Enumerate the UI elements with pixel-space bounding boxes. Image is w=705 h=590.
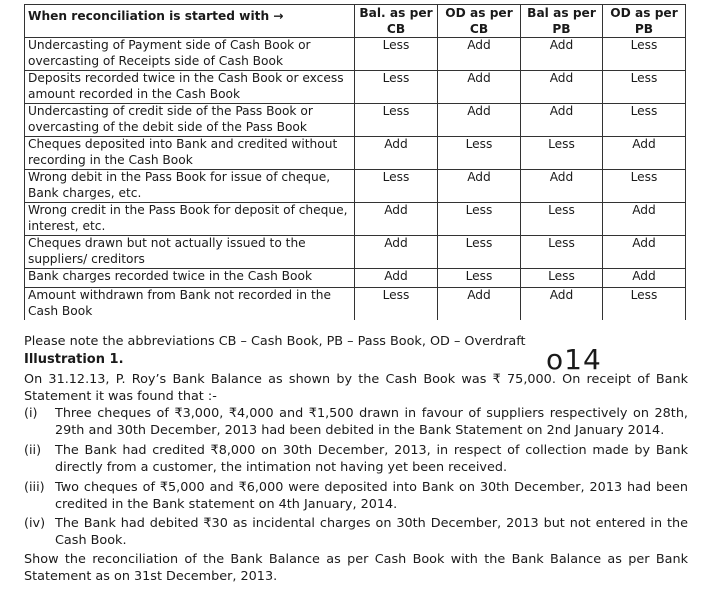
row-description: Wrong debit in the Pass Book for issue of cheque, Bank charges, etc. — [25, 170, 355, 203]
bal-pb-cell: Add — [521, 71, 603, 104]
bal-cb-cell: Less — [355, 288, 438, 321]
item-text: The Bank had credited ₹8,000 on 30th December, 2013, in respect of collection made by Bank directly from a customer, the intimation not having yet been received. — [55, 443, 688, 475]
intro-paragraph: On 31.12.13, P. Roy’s Bank Balance as shown by the Cash Book was ₹ 75,000. On receipt of Bank Statement it was found that :- — [24, 372, 688, 404]
question-paragraph: Show the reconciliation of the Bank Balance as per Cash Book with the Bank Balance as per Bank Statement as on 31st December, 2013. — [24, 552, 688, 584]
od-pb-cell: Less — [603, 38, 686, 71]
row-description: Cheques deposited into Bank and credited without recording in the Cash Book — [25, 137, 355, 170]
od-pb-cell: Add — [603, 236, 686, 269]
bal-cb-cell: Add — [355, 137, 438, 170]
table-row — [25, 38, 686, 71]
list-item — [24, 480, 688, 513]
od-pb-cell: Less — [603, 288, 686, 321]
header-od-cb: OD as per CB — [438, 5, 521, 38]
list-item — [24, 443, 688, 476]
table-row — [25, 269, 686, 288]
bal-cb-cell: Less — [355, 71, 438, 104]
od-pb-cell: Less — [603, 71, 686, 104]
od-cb-cell: Add — [438, 288, 521, 321]
list-item — [24, 516, 688, 549]
row-description: Cheques drawn but not actually issued to the suppliers/ creditors — [25, 236, 355, 269]
table-row — [25, 203, 686, 236]
bal-cb-cell: Add — [355, 203, 438, 236]
header-reconciliation-start: When reconciliation is started with → — [25, 5, 355, 38]
od-cb-cell: Add — [438, 104, 521, 137]
row-description: Undercasting of Payment side of Cash Book or overcasting of Receipts side of Cash Book — [25, 38, 355, 71]
od-cb-cell: Add — [438, 170, 521, 203]
table-row — [25, 104, 686, 137]
od-pb-cell: Less — [603, 104, 686, 137]
abbreviation-note: Please note the abbreviations CB – Cash Book, PB – Pass Book, OD – Overdraft — [24, 334, 526, 349]
item-text: Three cheques of ₹3,000, ₹4,000 and ₹1,500 drawn in favour of suppliers respectively on 28th, 29th and 30th December, 2013 had been debited in the Bank Statement on 2nd January 2014. — [55, 406, 688, 438]
bal-cb-cell: Less — [355, 38, 438, 71]
od-pb-cell: Add — [603, 203, 686, 236]
item-number: (iv) — [24, 516, 46, 531]
bal-pb-cell: Less — [521, 137, 603, 170]
od-pb-cell: Add — [603, 269, 686, 288]
illustration-title: Illustration 1. — [24, 352, 124, 367]
od-cb-cell: Less — [438, 203, 521, 236]
item-number: (ii) — [24, 443, 42, 458]
row-description: Amount withdrawn from Bank not recorded in the Cash Book — [25, 288, 355, 321]
header-bal-pb: Bal as per PB — [521, 5, 603, 38]
item-text: Two cheques of ₹5,000 and ₹6,000 were deposited into Bank on 30th December, 2013 had been credited in the Bank statement on 4th January, 2014. — [55, 480, 688, 512]
table-row — [25, 170, 686, 203]
od-cb-cell: Less — [438, 269, 521, 288]
bal-pb-cell: Add — [521, 104, 603, 137]
row-description: Bank charges recorded twice in the Cash Book — [25, 269, 355, 288]
bal-cb-cell: Less — [355, 170, 438, 203]
od-cb-cell: Add — [438, 71, 521, 104]
header-bal-cb: Bal. as per CB — [355, 5, 438, 38]
table-row — [25, 137, 686, 170]
bal-cb-cell: Add — [355, 236, 438, 269]
od-cb-cell: Less — [438, 137, 521, 170]
od-cb-cell: Less — [438, 236, 521, 269]
item-text: The Bank had debited ₹30 as incidental charges on 30th December, 2013 but not entered in the Cash Book. — [55, 516, 688, 548]
bal-pb-cell: Less — [521, 203, 603, 236]
od-cb-cell: Add — [438, 38, 521, 71]
header-od-pb: OD as per PB — [603, 5, 686, 38]
reconciliation-table — [24, 4, 686, 320]
table-row — [25, 236, 686, 269]
handwritten-mark: o14 — [546, 343, 602, 376]
bal-pb-cell: Less — [521, 269, 603, 288]
item-number: (i) — [24, 406, 38, 421]
row-description: Deposits recorded twice in the Cash Book or excess amount recorded in the Cash Book — [25, 71, 355, 104]
bal-pb-cell: Add — [521, 170, 603, 203]
bal-cb-cell: Add — [355, 269, 438, 288]
table-row — [25, 288, 686, 321]
bal-pb-cell: Add — [521, 288, 603, 321]
row-description: Wrong credit in the Pass Book for deposit of cheque, interest, etc. — [25, 203, 355, 236]
table-row — [25, 71, 686, 104]
od-pb-cell: Add — [603, 137, 686, 170]
row-description: Undercasting of credit side of the Pass Book or overcasting of the debit side of the Pass Book — [25, 104, 355, 137]
bal-pb-cell: Add — [521, 38, 603, 71]
bal-pb-cell: Less — [521, 236, 603, 269]
list-item — [24, 406, 688, 439]
od-pb-cell: Less — [603, 170, 686, 203]
bal-cb-cell: Less — [355, 104, 438, 137]
table-header-row — [25, 5, 686, 38]
item-number: (iii) — [24, 480, 45, 495]
